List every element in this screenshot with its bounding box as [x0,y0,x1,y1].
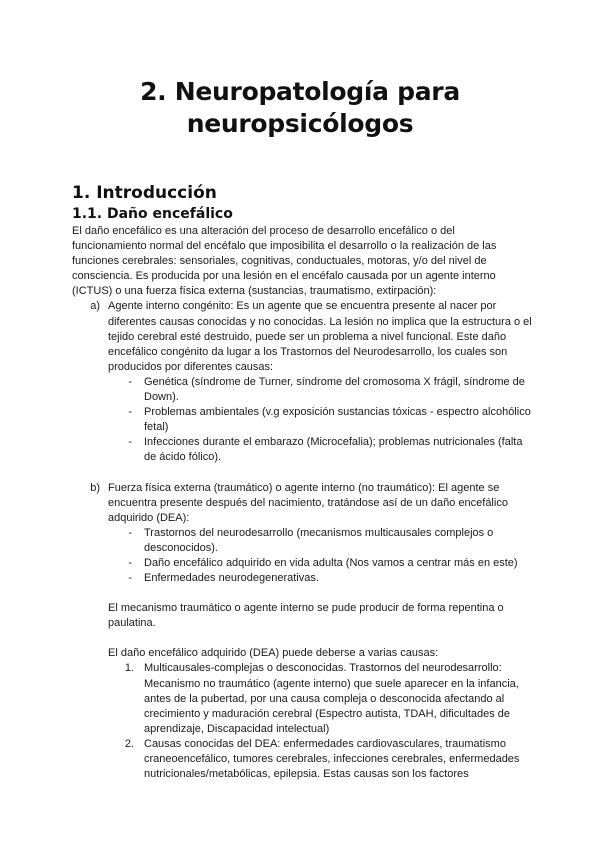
subsection-heading: 1.1. Daño encefálico [72,206,233,222]
sub-list-item [72,375,532,405]
sub-list-item-text: Infecciones durante el embarazo (Microcefalia); problemas nutricionales (falta de ácido fólico). [144,436,523,464]
spacer [72,586,532,601]
list-marker: a) [90,300,100,313]
sub-list-item-text: Trastornos del neurodesarrollo (mecanismos multicausales complejos o desconocidos). [144,526,494,554]
numbered-item-text: Multicausales-complejas o desconocidas. Trastornos del neurodesarrollo: Mecanismo no traumático (agente interno) que suele aparecer en la infancia, antes de la pubertad, por una causa compleja o desconocida afectando al crecimiento y maduración cerebral (Espectro autista, TDAH, dificultades de aprendizaje, Discapacidad intelectual) [144,662,519,735]
section-heading: 1. Introducción [72,183,217,203]
body-text [72,224,532,782]
sub-list-item [72,526,532,556]
title-line-1: 2. Neuropatología para [140,77,460,106]
sub-list-item-text: Problemas ambientales (v.g exposición sustancias tóxicas - espectro alcohólico fetal) [144,406,531,434]
sub-list-item-text: Daño encefálico adquirido en vida adulta (Nos vamos a centrar más en este) [144,556,518,569]
dash-marker: - [128,526,132,539]
number-marker: 2. [124,737,134,750]
sub-list-item-text: Enfermedades neurodegenerativas. [144,572,319,585]
number-marker: 1. [124,662,134,675]
list-marker: b) [90,481,100,494]
sub-list-item [72,435,532,465]
dash-marker: - [128,556,132,569]
spacer [72,631,532,646]
page-title [0,76,600,140]
intro-paragraph: El daño encefálico es una alteración del proceso de desarrollo encefálico o del funcionamiento normal del encéfalo que imposibilita el desarrollo o la realización de las funciones cerebrales: sensoriales, cognitivas, conductuales, motoras, y/o del nivel de consciencia. Es producida por una lesión en el encéfalo causada por un agente interno (ICTUS) o una fuerza física externa (sustancias, traumatismo, extirpación): [72,225,497,298]
mechanism-paragraph: El mecanismo traumático o agente interno se pude producir de forma repentina o paulatina. [108,602,504,630]
list-item-text: Fuerza física externa (traumático) o agente interno (no traumático): El agente se encuentra presente después del nacimiento, tratándose así de un daño encefálico adquirido (DEA): [108,481,508,524]
sub-list-item [72,405,532,435]
sub-list-item [72,556,532,571]
numbered-item-text: Causas conocidas del DEA: enfermedades cardiovasculares, traumatismo craneoencefálico, tumores cerebrales, infecciones cerebrales, enfermedades nutricionales/metabólicas, epilepsia. Estas causas son los factores [144,737,520,781]
list-item-text: Agente interno congénito: Es un agente que se encuentra presente al nacer por diferentes causas conocidas y no conocidas. La lesión no implica que la estructura o el tejido cerebral esté destruido, puede ser un problema a nivel funcional. Este daño encefálico congénito da lugar a los Trastornos del Neurodesarrollo, los cuales son producidos por diferentes causas: [108,300,532,373]
list-item-b [72,481,532,526]
dash-marker: - [128,436,132,449]
sub-list-item-text: Genética (síndrome de Turner, síndrome del cromosoma X frágil, síndrome de Down). [144,375,525,404]
sub-list-item [72,571,532,586]
title-line-2: neuropsicólogos [186,109,414,138]
numbered-item-2 [72,737,532,782]
spacer [72,466,532,481]
dea-paragraph: El daño encefálico adquirido (DEA) puede deberse a varias causas: [108,647,439,660]
list-item-a [72,299,532,374]
dash-marker: - [128,572,132,585]
dash-marker: - [128,375,132,388]
numbered-item-1 [72,661,532,736]
dash-marker: - [128,406,132,419]
